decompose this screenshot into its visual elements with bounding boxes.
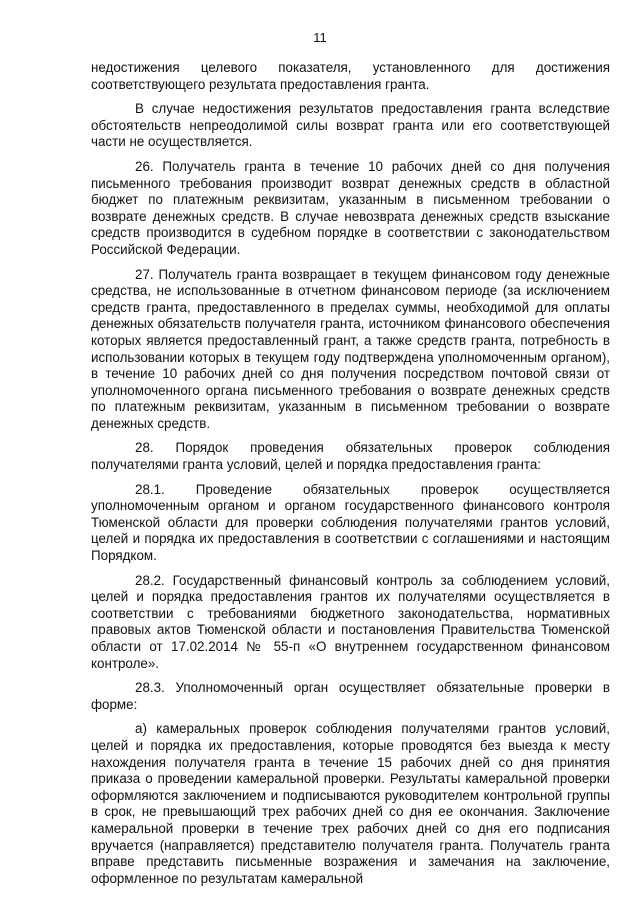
paragraph-28-3-a: а) камеральных проверок соблюдения получателями грантов условий, целей и порядка их предоставления, которые проводятся без выезда к месту нахождения получателя гранта в течение 15 рабочих дней со дня принятия приказа о проведении камеральной проверки. Результаты камеральной проверки оформляются заключением и подписываются руководителем контрольной группы в срок, не превышающий трех рабочих дней со дня ее окончания. Заключение камеральной проверки в течение трех рабочих дней со дня его подписания вручается (направляется) представителю получателя гранта. Получатель гранта вправе представить письменные возражения и замечания на заключение, оформленное по результатам камеральной xyxy=(91,721,610,886)
paragraph-28-1: 28.1. Проведение обязательных проверок осуществляется уполномоченным органом и органом государственного финансового контроля Тюменской области для проверки соблюдения получателями грантов условий, целей и порядка их предоставления в соответствии с соглашениями и настоящим Порядком. xyxy=(91,481,610,564)
paragraph-force-majeure: В случае недостижения результатов предоставления гранта вследствие обстоятельств непреодолимой силы возврат гранта или его соответствующей части не осуществляется. xyxy=(91,101,610,150)
paragraph-28-2: 28.2. Государственный финансовый контроль за соблюдением условий, целей и порядка предоставления грантов их получателями осуществляется в соответствии с требованиями бюджетного законодательства, нормативных правовых актов Тюменской области и постановления Правительства Тюменской области от 17.02.2014 № 55-п «О внутреннем государственном финансовом контроле». xyxy=(91,572,610,671)
paragraph-28: 28. Порядок проведения обязательных проверок соблюдения получателями гранта условий, целей и порядка предоставления гранта: xyxy=(91,440,610,473)
paragraph-28-3: 28.3. Уполномоченный орган осуществляет обязательные проверки в форме: xyxy=(91,680,610,712)
page-number: 11 xyxy=(313,30,327,45)
document-body xyxy=(91,60,610,895)
paragraph-27: 27. Получатель гранта возвращает в текущем финансовом году денежные средства, не использованные в отчетном финансовом периоде (за исключением средств гранта, предоставленного в пределах суммы, необходимой для оплаты денежных обязательств получателя гранта, источником финансового обеспечения которых является предоставленный грант, а также средств гранта, потребность в использовании которых в текущем году подтверждена уполномоченным органом), в течение 10 рабочих дней со дня получения посредством почтовой связи от уполномоченного органа письменного требования о возврате денежных средств по платежным реквизитам, указанным в письменном требовании о возврате денежных средств. xyxy=(91,266,610,431)
paragraph-26: 26. Получатель гранта в течение 10 рабочих дней со дня получения письменного требования производит возврат денежных средств в областной бюджет по платежным реквизитам, указанным в письменном требовании о возврате денежных средств. В случае невозврата денежных средств взыскание средств производится в судебном порядке в соответствии с законодательством Российской Федерации. xyxy=(91,158,610,257)
paragraph-continuation: недостижения целевого показателя, установленного для достижения соответствующего результата предоставления гранта. xyxy=(91,60,610,92)
